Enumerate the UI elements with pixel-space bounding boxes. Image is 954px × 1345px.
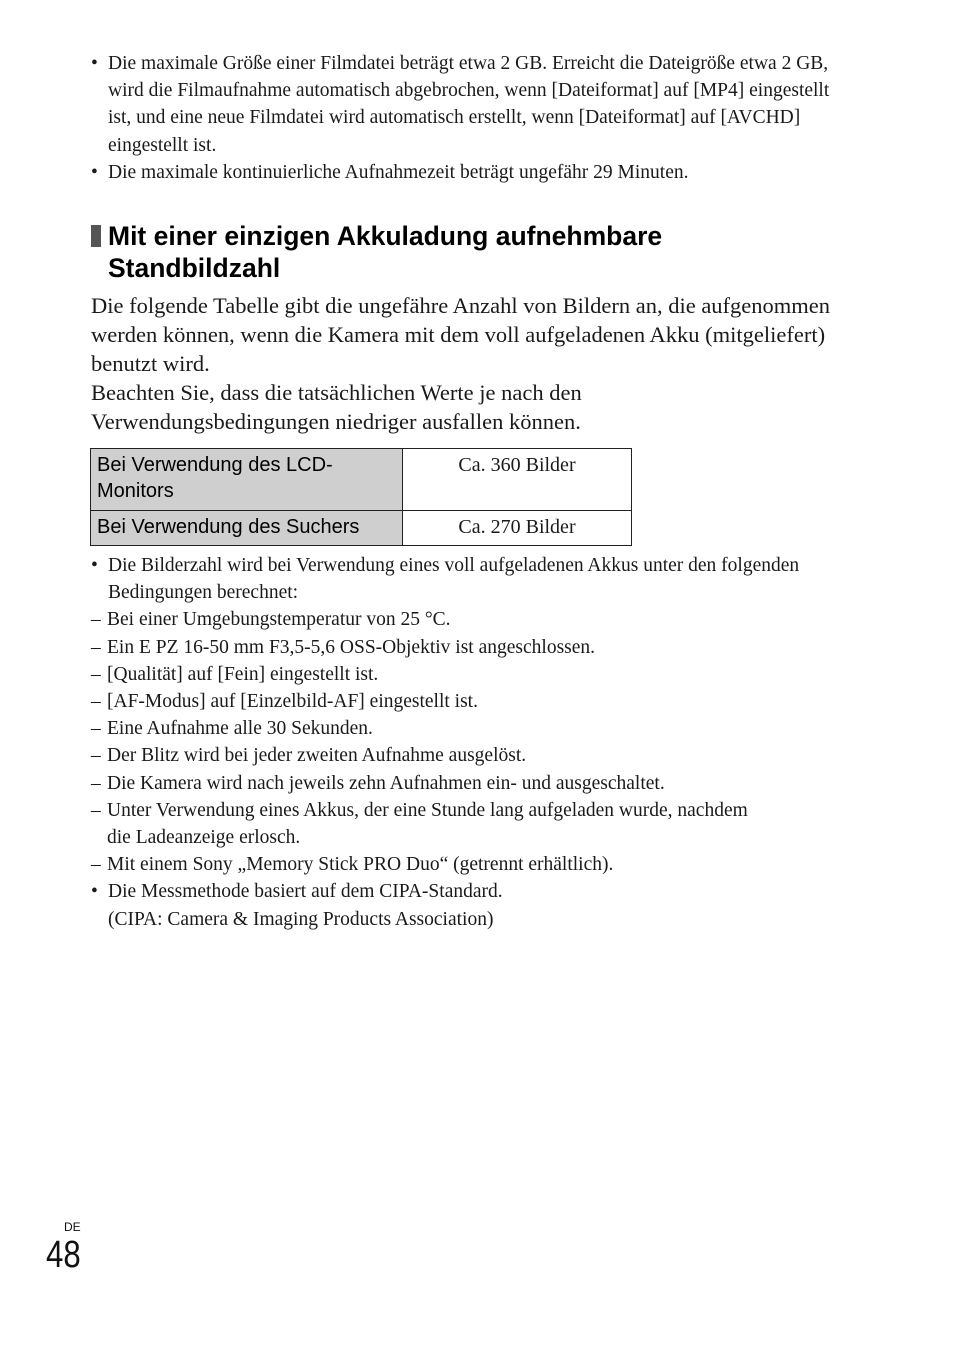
intro-paragraph: Die folgende Tabelle gibt die ungefähre Anzahl von Bildern an, die aufgenommen werden können, wenn die Kamera mit dem voll aufgeladenen Akku (mitgeliefert) benutzt wird. (91, 293, 831, 376)
table-row (91, 511, 632, 546)
list-item: – [AF-Modus] auf [Einzelbild-AF] eingestellt ist. (91, 688, 831, 715)
section-heading-line2: Standbildzahl (108, 253, 281, 283)
language-tag: DE (64, 1220, 81, 1234)
conditions-list (91, 606, 831, 878)
bullet-max-recording-time: • Die maximale kontinuierliche Aufnahmezeit beträgt ungefähr 29 Minuten. (91, 159, 851, 186)
list-item: – Mit einem Sony „Memory Stick PRO Duo“ (getrennt erhältlich). (91, 851, 831, 878)
shots-table (90, 448, 632, 546)
bullet-max-file-size: • Die maximale Größe einer Filmdatei beträgt etwa 2 GB. Erreicht die Dateigröße etwa 2 GB, wird die Filmaufnahme automatisch abgebrochen, wenn [Dateiformat] auf [MP4] eingestellt ist, und eine neue Filmdatei wird automatisch erstellt, wenn [Dateiformat] auf [AVCHD] eingestellt ist. (91, 50, 851, 159)
table-row (91, 449, 632, 511)
list-item: – Der Blitz wird bei jeder zweiten Aufnahme ausgelöst. (91, 742, 831, 769)
cipa-line1: • Die Messmethode basiert auf dem CIPA-Standard. (108, 881, 503, 903)
table-label-lcd: Bei Verwendung des LCD-Monitors (91, 449, 403, 511)
conditions-block (91, 552, 831, 933)
bullet-cipa (91, 878, 831, 932)
section-heading-line1: Mit einer einzigen Akkuladung aufnehmbare (108, 221, 663, 251)
list-item: – Eine Aufnahme alle 30 Sekunden. (91, 715, 831, 742)
table-label-viewfinder: Bei Verwendung des Suchers (91, 511, 403, 546)
heading-marker (91, 225, 101, 247)
conditions-intro-text: Die Bilderzahl wird bei Verwendung eines voll aufgeladenen Akkus unter den folgenden Bedingungen berechnet: (108, 555, 800, 604)
list-item: – Die Kamera wird nach jeweils zehn Aufnahmen ein- und ausgeschaltet. (91, 770, 831, 797)
section-heading (108, 220, 868, 284)
table-value-lcd: Ca. 360 Bilder (403, 449, 632, 511)
note-paragraph: Beachten Sie, dass die tatsächlichen Werte je nach den Verwendungsbedingungen niedriger ausfallen können. (91, 380, 582, 434)
top-bullet-list (91, 50, 851, 186)
list-item: – Bei einer Umgebungstemperatur von 25 °C. (91, 606, 831, 633)
list-item: – [Qualität] auf [Fein] eingestellt ist. (91, 661, 831, 688)
list-item: – Unter Verwendung eines Akkus, der eine Stunde lang aufgeladen wurde, nachdem die Ladeanzeige erlosch. (91, 797, 767, 851)
cipa-line2: (CIPA: Camera & Imaging Products Association) (108, 908, 494, 930)
list-item: – Ein E PZ 16-50 mm F3,5-5,6 OSS-Objektiv ist angeschlossen. (91, 634, 831, 661)
table-value-viewfinder: Ca. 270 Bilder (403, 511, 632, 546)
page-number: 48 (46, 1234, 81, 1276)
bullet-conditions-intro (91, 552, 831, 878)
